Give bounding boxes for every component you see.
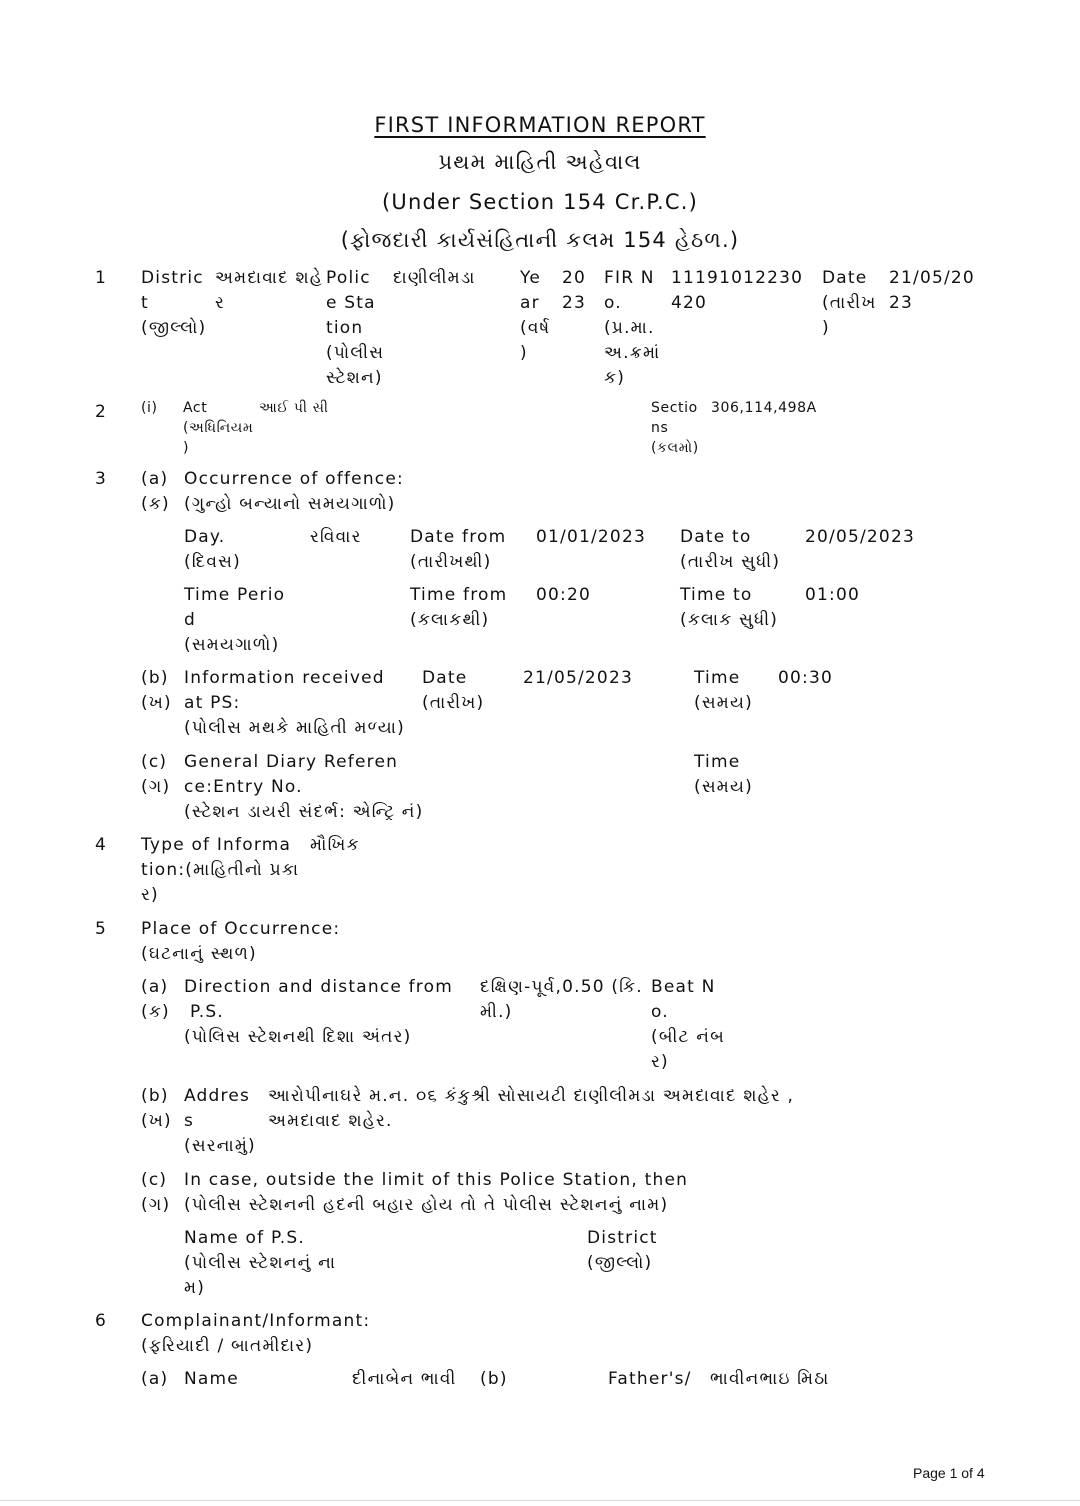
name-value: દીનાબેન ભાવી <box>352 1369 457 1389</box>
report-subtitle: (Under Section 154 Cr.P.C.) <box>382 190 698 214</box>
complainant-title: Complainant/Informant: <box>141 1311 371 1331</box>
sections-value: 306,114,498A <box>711 400 817 416</box>
direction-value-line1: દક્ષિણ-પૂર્વ,0.50 (કિ. <box>480 977 643 997</box>
time-to-label: Time to <box>680 585 753 605</box>
report-title-gujarati: પ્રથમ માહિતી અહેવાલ <box>438 150 642 174</box>
ps-name-label-line1: Name of P.S. <box>184 1228 305 1248</box>
time-period-label-gujarati: (સમયગાળો) <box>184 635 280 655</box>
father-label: Father's/ <box>608 1369 692 1389</box>
address-marker: (b) <box>141 1086 169 1106</box>
complainant-title-gujarati: (ફરિયાદી / બાતમીદાર) <box>141 1336 314 1356</box>
fir-label-line1: FIR N <box>604 268 655 288</box>
time-period-label-line2: d <box>184 610 196 630</box>
ps-label-line1: Polic <box>326 268 371 288</box>
occurrence-title: Occurrence of offence: <box>184 469 404 489</box>
date-to-label-gujarati: (તારીખ સુધી) <box>680 552 781 572</box>
ps-value: દાણીલીમડા <box>393 268 476 288</box>
time-from-value: 00:20 <box>536 585 591 605</box>
ps-name-label-gujarati: (પોલીસ સ્ટેશનનું ના <box>184 1253 337 1273</box>
date-label-close: ) <box>822 318 830 338</box>
time-from-label: Time from <box>410 585 508 605</box>
time-to-label-gujarati: (કલાક સુધી) <box>680 610 779 630</box>
fir-number-line2: 420 <box>671 293 708 313</box>
day-value: રવિવાર <box>310 527 362 547</box>
info-type-label-line3: ર) <box>141 885 159 905</box>
father-value: ભાવીનભાઇ મિઠા <box>710 1369 830 1389</box>
direction-value-line2: મી.) <box>480 1002 513 1022</box>
date-to-label: Date to <box>680 527 752 547</box>
direction-marker-gujarati: (ક) <box>141 1002 170 1022</box>
district-value-line1: અમદાવાદ શહે <box>215 268 324 288</box>
ps-label-line2: e Sta <box>326 293 376 313</box>
district-label-line1: Distric <box>141 268 204 288</box>
fir-label-gujarati-2: અ.ક્રમાં <box>604 343 661 363</box>
info-type-label-line2: tion:(માહિતીનો પ્રકા <box>141 860 300 880</box>
direction-marker: (a) <box>141 977 169 997</box>
info-time-label: Time <box>694 668 741 688</box>
sections-label-line2: ns <box>651 420 669 436</box>
diary-label-gujarati: (સ્ટેશન ડાયરી સંદર્ભ: એન્ટ્રિ નં) <box>184 802 424 822</box>
beat-label-gujarati: (બીટ નંબ <box>651 1027 725 1047</box>
info-type-value: મૌખિક <box>310 835 360 855</box>
date-to-value: 20/05/2023 <box>805 527 915 547</box>
report-title: FIRST INFORMATION REPORT <box>374 113 706 137</box>
info-received-label-line2: at PS: <box>184 693 241 713</box>
ps-label-gujarati-1: (પોલીસ <box>326 343 385 363</box>
outside-limit-marker-gujarati: (ગ) <box>141 1195 171 1215</box>
address-label-line1: Addres <box>184 1086 251 1106</box>
place-title: Place of Occurrence: <box>141 919 341 939</box>
outside-limit-text-gujarati: (પોલીસ સ્ટેશનની હદની બહાર હોય તો તે પોલીસ સ્ટેશનનું નામ) <box>184 1195 669 1215</box>
info-time-label-gujarati: (સમય) <box>694 693 753 713</box>
item-number-2: 2 <box>95 402 108 422</box>
beat-label-gujarati-2: ર) <box>651 1052 669 1072</box>
info-received-marker: (b) <box>141 668 169 688</box>
year-value-line2: 23 <box>562 293 587 313</box>
occurrence-marker-a-gujarati: (ક) <box>141 494 170 514</box>
sections-label-line1: Sectio <box>651 400 698 416</box>
diary-marker-gujarati: (ગ) <box>141 777 171 797</box>
ps-label-line3: tion <box>326 318 364 338</box>
name-marker: (a) <box>141 1369 169 1389</box>
act-label-gujarati: (અધિનિયમ <box>183 420 254 436</box>
beat-label-line2: o. <box>651 1002 669 1022</box>
item-number-5: 5 <box>95 919 108 939</box>
act-label-line1: Act <box>183 400 208 416</box>
ps-label-gujarati-2: સ્ટેશન) <box>326 368 383 388</box>
direction-label-line1: Direction and distance from <box>184 977 453 997</box>
fir-number-line1: 11191012230 <box>671 268 804 288</box>
info-received-marker-gujarati: (ખ) <box>141 693 172 713</box>
year-label-close: ) <box>520 343 528 363</box>
address-label-line2: s <box>184 1111 195 1131</box>
beat-label-line1: Beat N <box>651 977 716 997</box>
day-label-gujarati: (દિવસ) <box>184 552 241 572</box>
act-roman-marker: (i) <box>141 400 158 416</box>
page-number: Page 1 of 4 <box>913 1465 985 1481</box>
diary-time-label: Time <box>694 752 741 772</box>
outside-limit-marker: (c) <box>141 1170 168 1190</box>
district-label-gujarati: (જીલ્લો) <box>141 318 207 338</box>
diary-label-line2: ce:Entry No. <box>184 777 303 797</box>
date-from-label-gujarati: (તારીખથી) <box>410 552 492 572</box>
occurrence-title-gujarati: (ગુન્હો બન્યાનો સમયગાળો) <box>184 494 396 514</box>
district-label-line2: t <box>141 293 149 313</box>
time-period-label-line1: Time Perio <box>184 585 286 605</box>
direction-label-line2: P.S. <box>190 1002 225 1022</box>
address-label-gujarati: (સરનામું) <box>184 1136 256 1156</box>
fir-label-gujarati-3: ક) <box>604 368 626 388</box>
district-value-line2: ર <box>215 293 225 313</box>
address-marker-gujarati: (ખ) <box>141 1111 172 1131</box>
act-label-close: ) <box>183 440 190 456</box>
page-bottom-edge <box>0 1500 1080 1501</box>
info-type-label-line1: Type of Informa <box>141 835 292 855</box>
time-from-label-gujarati: (કલાકથી) <box>410 610 490 630</box>
time-to-value: 01:00 <box>805 585 860 605</box>
outside-limit-text: In case, outside the limit of this Police Station, then <box>184 1170 689 1190</box>
info-date-value: 21/05/2023 <box>523 668 633 688</box>
item-number-6: 6 <box>95 1311 108 1331</box>
item-number-1: 1 <box>95 268 108 288</box>
info-received-label-gujarati: (પોલીસ મથકે માહિતી મળ્યા) <box>184 718 405 738</box>
info-date-label: Date <box>422 668 468 688</box>
report-subtitle-gujarati: (ફોજદારી કાર્યસંહિતાની કલમ 154 હેઠળ.) <box>340 228 740 252</box>
act-value: આઈ પી સી <box>259 400 329 416</box>
diary-time-label-gujarati: (સમય) <box>694 777 753 797</box>
info-date-label-gujarati: (તારીખ) <box>422 693 485 713</box>
year-value-line1: 20 <box>562 268 587 288</box>
place-title-gujarati: (ઘટનાનું સ્થળ) <box>141 944 257 964</box>
fir-label-gujarati-1: (પ્ર.મા. <box>604 318 655 338</box>
name-label: Name <box>184 1369 239 1389</box>
item-number-3: 3 <box>95 469 108 489</box>
info-received-label-line1: Information received <box>184 668 385 688</box>
outside-district-label-gujarati: (જીલ્લો) <box>587 1253 653 1273</box>
outside-district-label: District <box>587 1228 658 1248</box>
date-label-line1: Date <box>822 268 868 288</box>
info-time-value: 00:30 <box>778 668 833 688</box>
address-value-line2: અમદાવાદ શહેર. <box>268 1111 393 1131</box>
date-from-label: Date from <box>410 527 507 547</box>
day-label: Day. <box>184 527 226 547</box>
date-from-value: 01/01/2023 <box>536 527 646 547</box>
address-value-line1: આરોપીનાઘરે મ.ન. ૦૬ કંકુશ્રી સોસાયટી દાણીલીમડા અમદાવાદ શહેર , <box>268 1086 795 1106</box>
fir-date-line1: 21/05/20 <box>889 268 975 288</box>
ps-name-label-gujarati-2: મ) <box>184 1278 206 1298</box>
year-label-gujarati: (વર્ષ <box>520 318 551 338</box>
diary-label-line1: General Diary Referen <box>184 752 399 772</box>
occurrence-marker-a: (a) <box>141 469 169 489</box>
father-marker: (b) <box>480 1369 508 1389</box>
year-label-line2: ar <box>520 293 540 313</box>
year-label-line1: Ye <box>520 268 541 288</box>
direction-label-gujarati: (પોલિસ સ્ટેશનથી દિશા અંતર) <box>184 1027 412 1047</box>
item-number-4: 4 <box>95 835 108 855</box>
sections-label-gujarati: (કલમો) <box>651 440 699 456</box>
date-label-gujarati: (તારીખ <box>822 293 877 313</box>
diary-marker: (c) <box>141 752 168 772</box>
fir-label-line2: o. <box>604 293 622 313</box>
fir-date-line2: 23 <box>889 293 914 313</box>
